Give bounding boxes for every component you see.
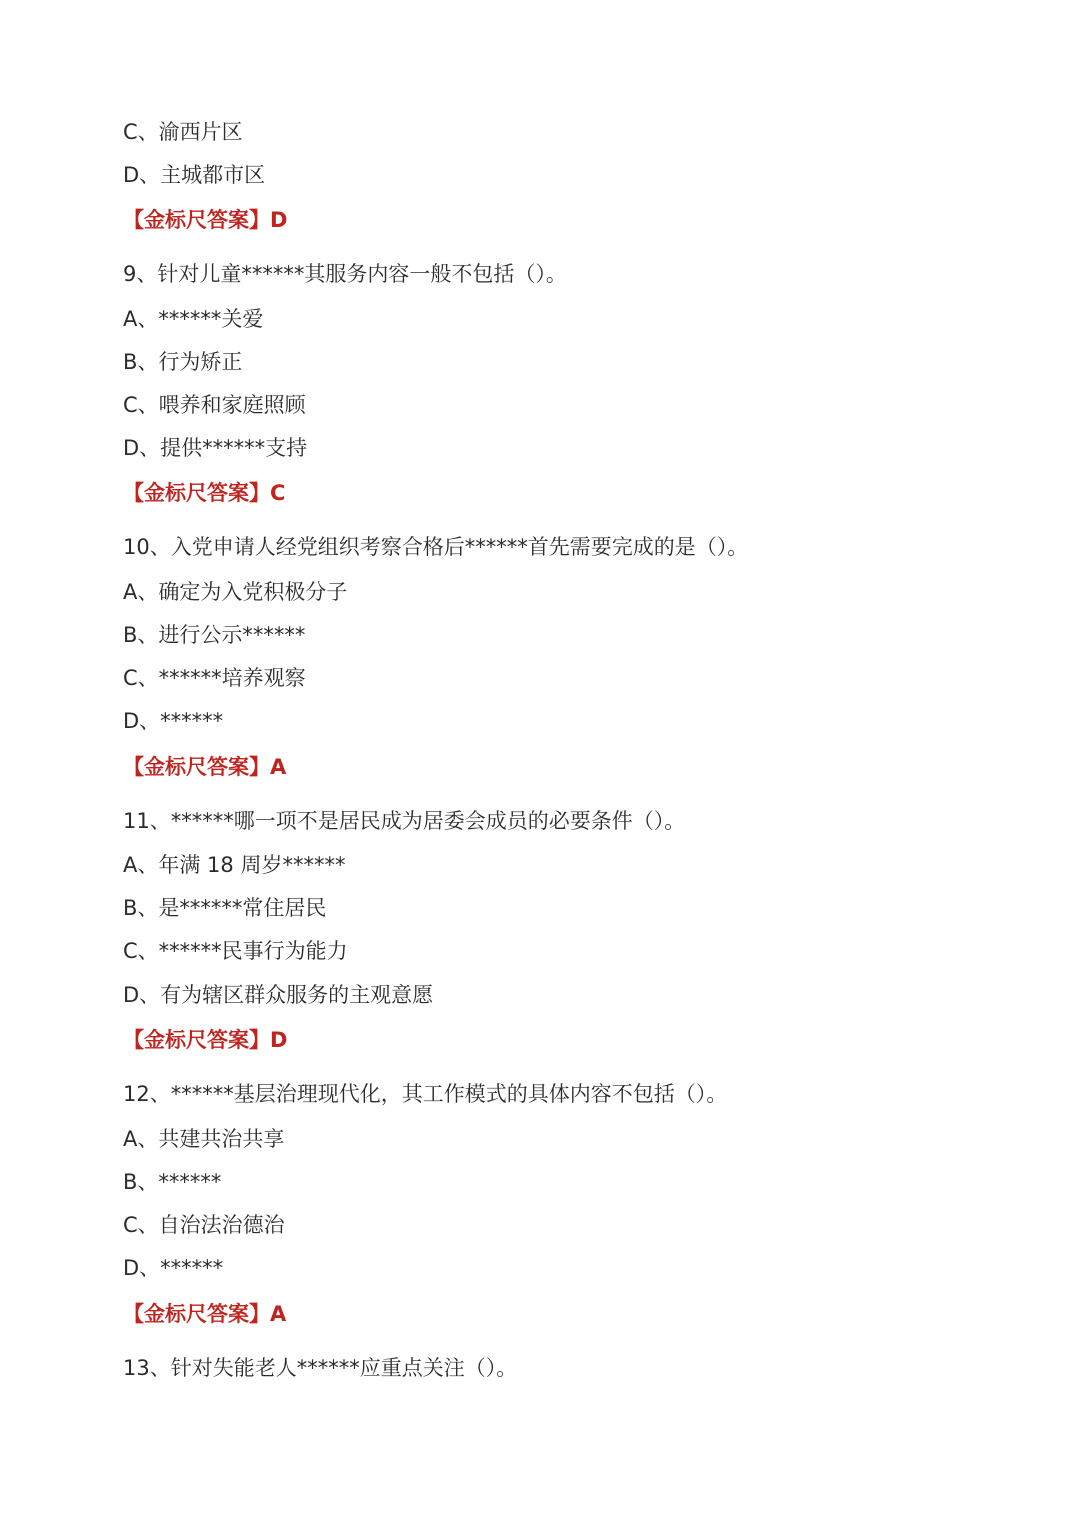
option-b-q10: B、进行公示******: [123, 623, 306, 647]
option-b-q12: B、******: [123, 1170, 222, 1194]
question-12: 12、******基层治理现代化，其工作模式的具体内容不包括（）。: [123, 1082, 728, 1106]
option-d-q9: D、提供******支持: [123, 436, 308, 460]
answer-q9: 【金标尺答案】C: [123, 481, 286, 505]
answer-q11: 【金标尺答案】D: [123, 1028, 288, 1052]
option-d-q12: D、******: [123, 1256, 224, 1280]
option-d-q8: D、主城都市区: [123, 163, 266, 187]
answer-q12: 【金标尺答案】A: [123, 1302, 287, 1326]
option-b-q9: B、行为矫正: [123, 350, 243, 374]
question-9: 9、针对儿童******其服务内容一般不包括（）。: [123, 262, 567, 286]
option-d-q11: D、有为辖区群众服务的主观意愿: [123, 983, 434, 1007]
option-a-q11: A、年满 18 周岁******: [123, 853, 346, 877]
option-c-q9: C、喂养和家庭照顾: [123, 393, 306, 417]
question-10: 10、入党申请人经党组织考察合格后******首先需要完成的是（）。: [123, 535, 749, 559]
option-c-q8: C、渝西片区: [123, 120, 243, 144]
question-11: 11、******哪一项不是居民成为居委会成员的必要条件（）。: [123, 809, 686, 833]
option-a-q10: A、确定为入党积极分子: [123, 580, 348, 604]
option-b-q11: B、是******常住居民: [123, 896, 327, 920]
option-a-q9: A、******关爱: [123, 307, 264, 331]
option-c-q12: C、自治法治德治: [123, 1213, 285, 1237]
option-a-q12: A、共建共治共享: [123, 1127, 285, 1151]
option-d-q10: D、******: [123, 709, 224, 733]
question-13: 13、针对失能老人******应重点关注（）。: [123, 1356, 518, 1380]
option-c-q11: C、******民事行为能力: [123, 939, 348, 963]
answer-q10: 【金标尺答案】A: [123, 755, 287, 779]
answer-q8: 【金标尺答案】D: [123, 208, 288, 232]
option-c-q10: C、******培养观察: [123, 666, 306, 690]
